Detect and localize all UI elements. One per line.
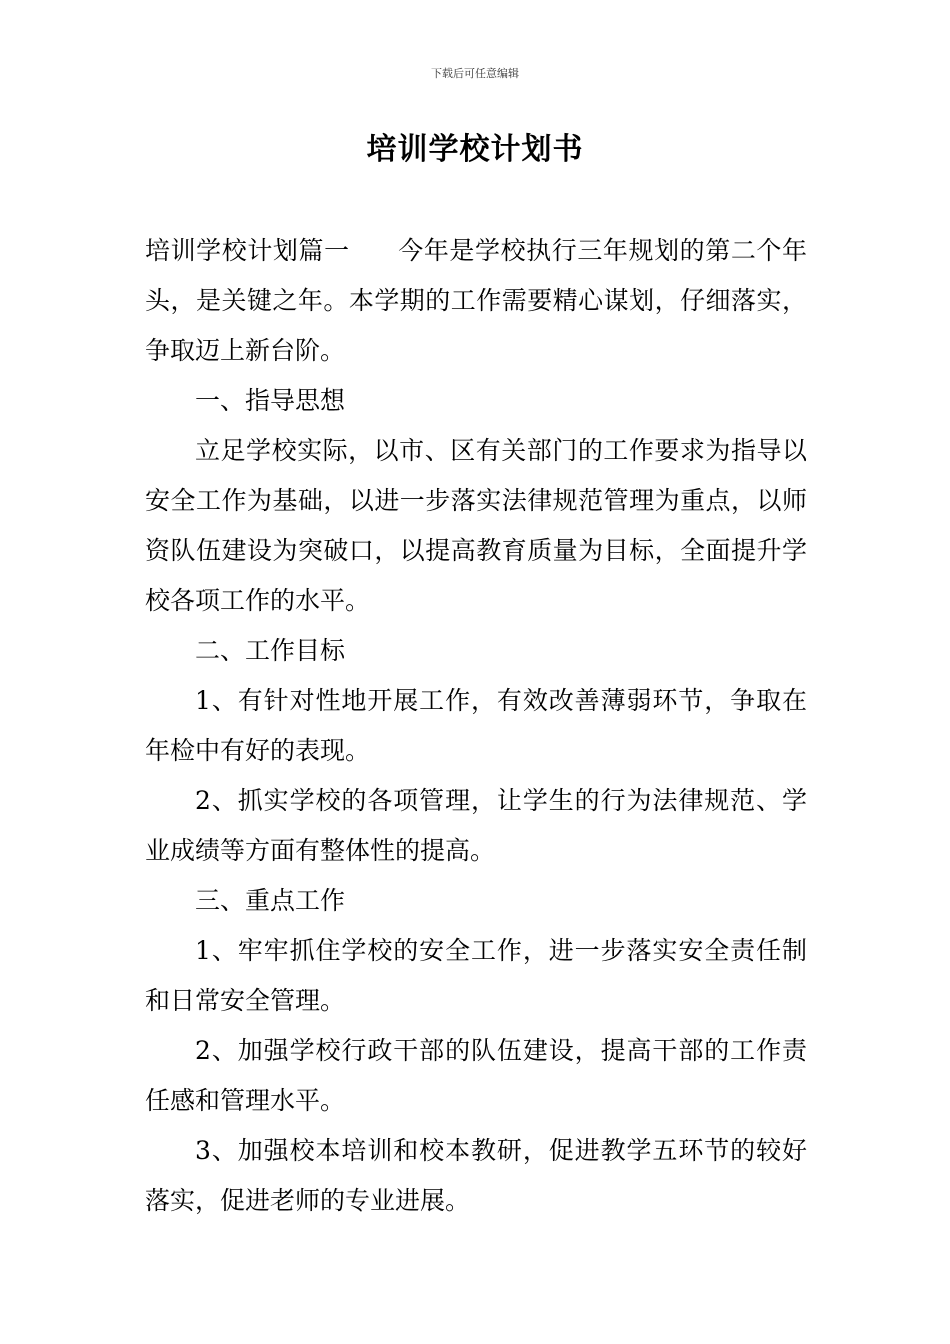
section-heading-key-work: 三、重点工作: [195, 886, 346, 915]
intro-paragraph: [145, 226, 807, 376]
paragraph-goal-2: 2、抓实学校的各项管理，让学生的行为法律规范、学业成绩等方面有整体性的提高。: [145, 786, 807, 865]
document-body: [145, 226, 807, 1226]
intro-label: 培训学校计划篇一: [145, 236, 350, 265]
intro-text: 今年是学校执行三年规划的第二个年头，是关键之年。本学期的工作需要精心谋划，仔细落实，争取迈上新台阶。: [145, 236, 807, 365]
paragraph-guiding-thought: 立足学校实际，以市、区有关部门的工作要求为指导以安全工作为基础，以进一步落实法律规范管理为重点，以师资队伍建设为突破口，以提高教育质量为目标，全面提升学校各项工作的水平。: [145, 436, 807, 615]
paragraph-key-work-3: 3、加强校本培训和校本教研，促进教学五环节的较好落实，促进老师的专业进展。: [145, 1136, 807, 1215]
section-heading-work-goals: 二、工作目标: [195, 636, 346, 665]
paragraph-key-work-1: 1、牢牢抓住学校的安全工作，进一步落实安全责任制和日常安全管理。: [145, 936, 807, 1015]
section-heading-guiding-thought: 一、指导思想: [195, 386, 346, 415]
document-title: 培训学校计划书: [366, 132, 584, 167]
header-note: 下载后可任意编辑: [431, 67, 519, 80]
paragraph-key-work-2: 2、加强学校行政干部的队伍建设，提高干部的工作责任感和管理水平。: [145, 1036, 807, 1115]
paragraph-goal-1: 1、有针对性地开展工作，有效改善薄弱环节，争取在年检中有好的表现。: [145, 686, 807, 765]
